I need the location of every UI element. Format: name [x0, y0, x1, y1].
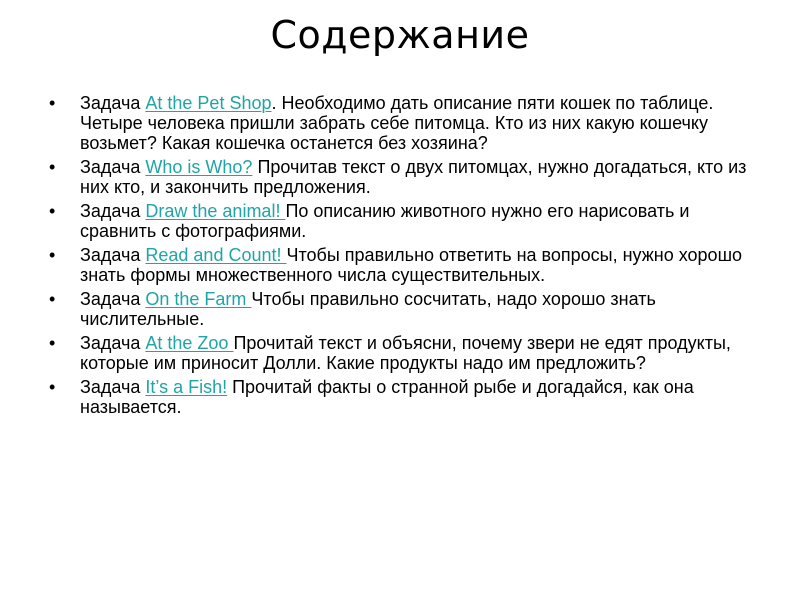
bullet-icon: • — [49, 333, 56, 353]
task-link-read-and-count[interactable]: Read and Count! — [145, 245, 287, 265]
bullet-icon: • — [49, 245, 56, 265]
list-item-draw-the-animal — [0, 201, 800, 241]
task-prefix: Задача — [80, 289, 146, 309]
task-list — [0, 93, 800, 421]
bullet-icon: • — [49, 201, 56, 221]
task-prefix: Задача — [80, 377, 146, 397]
task-description: Прочитай факты о странной рыбе и догадайся, как она называется. — [80, 377, 694, 417]
task-prefix: Задача — [80, 245, 146, 265]
bullet-icon: • — [49, 93, 56, 113]
bullet-icon: • — [49, 289, 56, 309]
task-description: Прочитав текст о двух питомцах, нужно догадаться, кто из них кто, и закончить предложения. — [80, 157, 747, 197]
task-link-on-the-farm[interactable]: On the Farm — [145, 289, 252, 309]
list-item-who-is-who — [0, 157, 800, 197]
task-description: Чтобы правильно ответить на вопросы, нужно хорошо знать формы множественного числа существительных. — [80, 245, 743, 285]
bullet-icon: • — [49, 377, 56, 397]
task-link-who-is-who[interactable]: Who is Who? — [145, 157, 253, 177]
list-item-at-the-zoo — [0, 333, 800, 373]
list-item-pet-shop — [0, 93, 800, 153]
task-link-at-the-zoo[interactable]: At the Zoo — [145, 333, 234, 353]
list-item-its-a-fish — [0, 377, 800, 417]
task-prefix: Задача — [80, 157, 146, 177]
task-description: Чтобы правильно сосчитать, надо хорошо знать числительные. — [80, 289, 656, 329]
page-title: Содержание — [270, 13, 530, 57]
task-description: . Необходимо дать описание пяти кошек по таблице. Четыре человека пришли забрать себе питомца. Кто из них какую кошечку возьмет? Какая кошечка останется без хозяина? — [80, 93, 714, 153]
task-prefix: Задача — [80, 93, 146, 113]
task-prefix: Задача — [80, 333, 146, 353]
bullet-icon: • — [49, 157, 56, 177]
task-link-its-a-fish[interactable]: It’s a Fish! — [145, 377, 228, 397]
list-item-on-the-farm — [0, 289, 800, 329]
task-prefix: Задача — [80, 201, 146, 221]
task-link-pet-shop[interactable]: At the Pet Shop — [145, 93, 272, 113]
list-item-read-and-count — [0, 245, 800, 285]
task-description: По описанию животного нужно его нарисовать и сравнить с фотографиями. — [80, 201, 690, 241]
task-link-draw-the-animal[interactable]: Draw the animal! — [145, 201, 286, 221]
task-description: Прочитай текст и объясни, почему звери не едят продукты, которые им приносит Долли. Какие продукты надо им предложить? — [80, 333, 731, 373]
